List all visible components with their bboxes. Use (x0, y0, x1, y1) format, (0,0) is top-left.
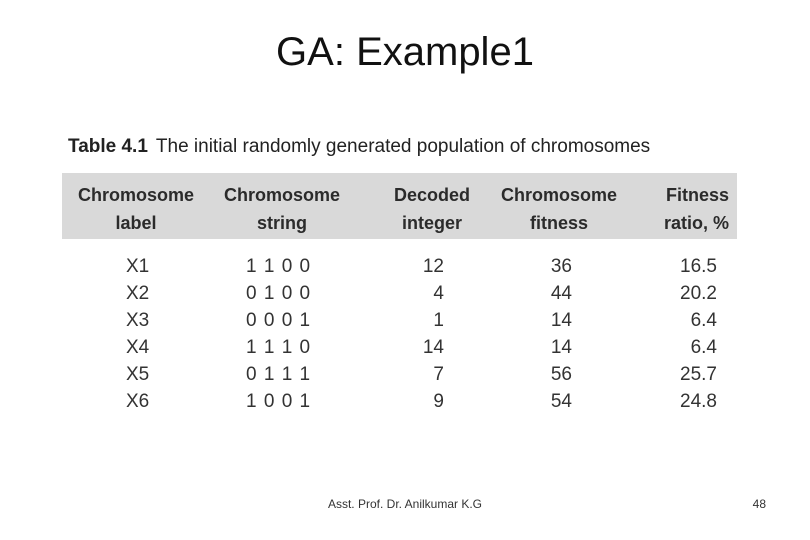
cell-string: 1 1 0 0 (246, 256, 312, 277)
header-fitness-ratio: Fitness ratio, % (663, 185, 729, 233)
cell-integer: 7 (433, 364, 444, 385)
slide-title: GA: Example1 (276, 30, 534, 74)
table-row (62, 254, 737, 281)
cell-label: X5 (126, 364, 150, 385)
cell-ratio: 20.2 (680, 283, 717, 304)
header-chromosome-label: Chromosome label (77, 185, 194, 233)
table-body (62, 254, 737, 416)
cell-integer: 1 (433, 310, 444, 331)
cell-string: 0 1 0 0 (246, 283, 312, 304)
table-row (62, 308, 737, 335)
cell-string: 1 0 0 1 (246, 391, 312, 412)
cell-ratio: 6.4 (690, 337, 717, 358)
cell-label: X2 (126, 283, 150, 304)
cell-label: X4 (126, 337, 150, 358)
cell-fitness: 56 (550, 364, 572, 385)
header-chromosome-fitness: Chromosome fitness (500, 185, 617, 233)
cell-label: X1 (126, 256, 150, 277)
cell-ratio: 16.5 (680, 256, 717, 277)
table-row (62, 362, 737, 389)
cell-string: 0 0 0 1 (246, 310, 312, 331)
cell-ratio: 6.4 (690, 310, 717, 331)
page-number: 48 (752, 497, 766, 511)
table-label: Table 4.1 (68, 136, 148, 157)
cell-integer: 14 (422, 337, 444, 358)
cell-ratio: 24.8 (680, 391, 717, 412)
cell-label: X3 (126, 310, 150, 331)
cell-ratio: 25.7 (680, 364, 717, 385)
cell-fitness: 36 (550, 256, 572, 277)
table-row (62, 335, 737, 362)
cell-fitness: 14 (550, 337, 572, 358)
slide-footer: Asst. Prof. Dr. Anilkumar K.G (327, 497, 483, 511)
cell-string: 1 1 1 0 (246, 337, 312, 358)
cell-fitness: 14 (550, 310, 572, 331)
cell-integer: 12 (422, 256, 444, 277)
table-header (62, 173, 737, 239)
cell-integer: 4 (433, 283, 444, 304)
cell-fitness: 44 (550, 283, 572, 304)
cell-string: 0 1 1 1 (246, 364, 312, 385)
cell-integer: 9 (433, 391, 444, 412)
header-decoded-integer: Decoded integer (393, 185, 471, 233)
cell-label: X6 (126, 391, 150, 412)
cell-fitness: 54 (550, 391, 572, 412)
header-chromosome-string: Chromosome string (223, 185, 340, 233)
table-row (62, 389, 737, 416)
table-caption (68, 136, 650, 158)
table-row (62, 281, 737, 308)
table-title: The initial randomly generated population of chromosomes (155, 136, 651, 157)
